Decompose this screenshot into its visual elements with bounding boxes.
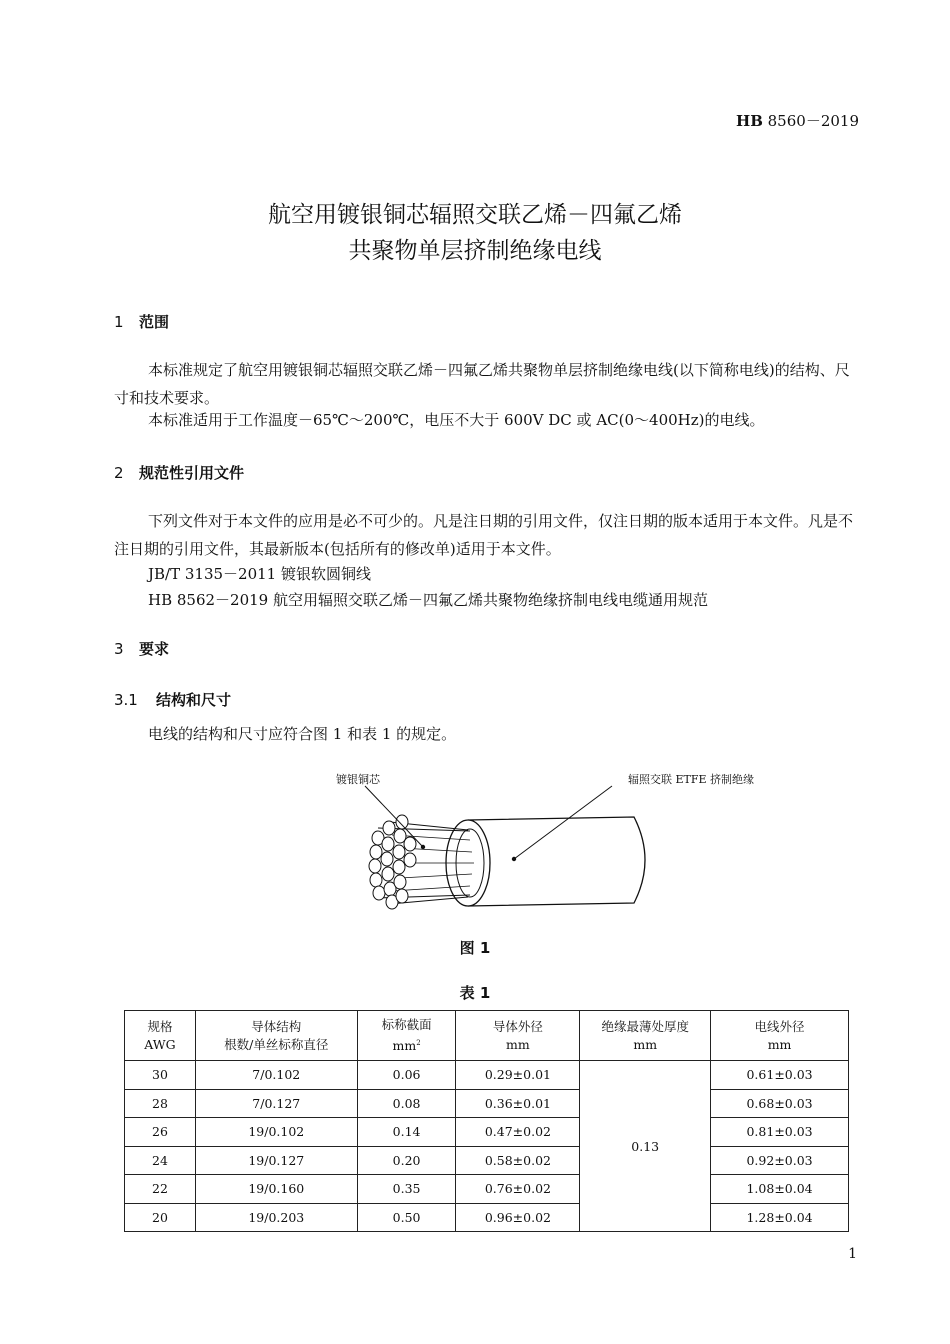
standard-code — [736, 110, 859, 131]
section-2-paragraph-1: 下列文件对于本文件的应用是必不可少的。凡是注日期的引用文件，仅注日期的版本适用于本文件。凡是不注日期的引用文件，其最新版本(包括所有的修改单)适用于本文件。 — [114, 512, 854, 558]
header-wire-od: 电线外径 mm — [711, 1011, 849, 1061]
normative-reference-1: JB/T 3135－2011 镀银软圆铜线 — [148, 565, 371, 583]
cell-structure: 7/0.102 — [195, 1061, 357, 1090]
cell-conductor-od: 0.47±0.02 — [456, 1118, 580, 1147]
section-3-1-paragraph-1: 电线的结构和尺寸应符合图 1 和表 1 的规定。 — [148, 725, 457, 743]
cell-conductor-od: 0.96±0.02 — [456, 1203, 580, 1232]
section-number: 3.1 — [114, 691, 138, 709]
cell-area: 0.14 — [357, 1118, 456, 1147]
table-row — [125, 1089, 849, 1118]
cell-conductor-od: 0.58±0.02 — [456, 1146, 580, 1175]
section-3-heading — [114, 638, 169, 659]
table-row — [125, 1203, 849, 1232]
cell-awg: 30 — [125, 1061, 196, 1090]
insulation-jacket — [468, 817, 645, 906]
insulation-leader-dot — [512, 857, 516, 861]
cell-structure: 7/0.127 — [195, 1089, 357, 1118]
figure-caption: 图 1 — [459, 939, 491, 957]
header-conductor-structure: 导体结构 根数/单丝标称直径 — [195, 1011, 357, 1061]
page-number: 1 — [848, 1246, 857, 1262]
cell-awg: 28 — [125, 1089, 196, 1118]
table-header-row — [125, 1011, 849, 1061]
table-row — [125, 1118, 849, 1147]
section-2-heading — [114, 462, 244, 483]
section-1-heading — [114, 311, 169, 332]
section-title: 范围 — [139, 313, 170, 331]
section-title: 要求 — [139, 640, 170, 658]
cell-wire-od: 0.61±0.03 — [711, 1061, 849, 1090]
spec-table — [124, 1010, 849, 1232]
header-nominal-area: 标称截面 $mm^2$ — [357, 1011, 456, 1061]
section-title: 结构和尺寸 — [156, 691, 232, 709]
cell-awg: 24 — [125, 1146, 196, 1175]
cell-wire-od: 0.81±0.03 — [711, 1118, 849, 1147]
section-number: 2 — [114, 464, 124, 482]
cell-conductor-od: 0.36±0.01 — [456, 1089, 580, 1118]
section-number: 3 — [114, 640, 124, 658]
cell-awg: 20 — [125, 1203, 196, 1232]
cell-awg: 22 — [125, 1175, 196, 1204]
section-3-1-heading — [114, 689, 231, 710]
header-conductor-od: 导体外径 mm — [456, 1011, 580, 1061]
section-number: 1 — [114, 313, 124, 331]
cell-conductor-od: 0.29±0.01 — [456, 1061, 580, 1090]
cell-wire-od: 0.68±0.03 — [711, 1089, 849, 1118]
insulation-label: 辐照交联 ETFE 挤制绝缘 — [628, 773, 755, 786]
cell-area: 0.50 — [357, 1203, 456, 1232]
table-row — [125, 1146, 849, 1175]
header-insulation-thickness: 绝缘最薄处厚度 mm — [580, 1011, 711, 1061]
cell-area: 0.06 — [357, 1061, 456, 1090]
table-caption: 表 1 — [459, 984, 491, 1002]
cell-structure: 19/0.102 — [195, 1118, 357, 1147]
header-awg: 规格 AWG — [125, 1011, 196, 1061]
conductor-leader-dot — [421, 845, 425, 849]
table-row — [125, 1175, 849, 1204]
cell-wire-od: 1.08±0.04 — [711, 1175, 849, 1204]
cell-area: 0.20 — [357, 1146, 456, 1175]
cell-structure: 19/0.203 — [195, 1203, 357, 1232]
cell-structure: 19/0.127 — [195, 1146, 357, 1175]
standard-code-prefix: HB — [736, 112, 763, 130]
cell-awg: 26 — [125, 1118, 196, 1147]
cell-area: 0.08 — [357, 1089, 456, 1118]
document-title-line-1: 航空用镀银铜芯辐照交联乙烯－四氟乙烯 — [268, 202, 682, 228]
cell-wire-od: 0.92±0.03 — [711, 1146, 849, 1175]
table-row — [125, 1061, 849, 1090]
document-title-line-2: 共聚物单层挤制绝缘电线 — [348, 238, 602, 264]
cell-wire-od: 1.28±0.04 — [711, 1203, 849, 1232]
cell-area: 0.35 — [357, 1175, 456, 1204]
conductor-label: 镀银铜芯 — [336, 773, 380, 786]
cell-insulation-thickness: 0.13 — [580, 1061, 711, 1232]
section-1-paragraph-2: 本标准适用于工作温度－65℃～200℃，电压不大于 600V DC 或 AC(0～400Hz)的电线。 — [148, 411, 765, 429]
cell-conductor-od: 0.76±0.02 — [456, 1175, 580, 1204]
cell-structure: 19/0.160 — [195, 1175, 357, 1204]
cable-illustration — [330, 780, 670, 930]
section-title: 规范性引用文件 — [139, 464, 245, 482]
standard-code-number: 8560－2019 — [762, 112, 859, 130]
normative-reference-2: HB 8562－2019 航空用辐照交联乙烯－四氟乙烯共聚物绝缘挤制电线电缆通用规范 — [148, 591, 708, 609]
section-1-paragraph-1: 本标准规定了航空用镀银铜芯辐照交联乙烯－四氟乙烯共聚物单层挤制绝缘电线(以下简称电线)的结构、尺寸和技术要求。 — [114, 361, 850, 407]
